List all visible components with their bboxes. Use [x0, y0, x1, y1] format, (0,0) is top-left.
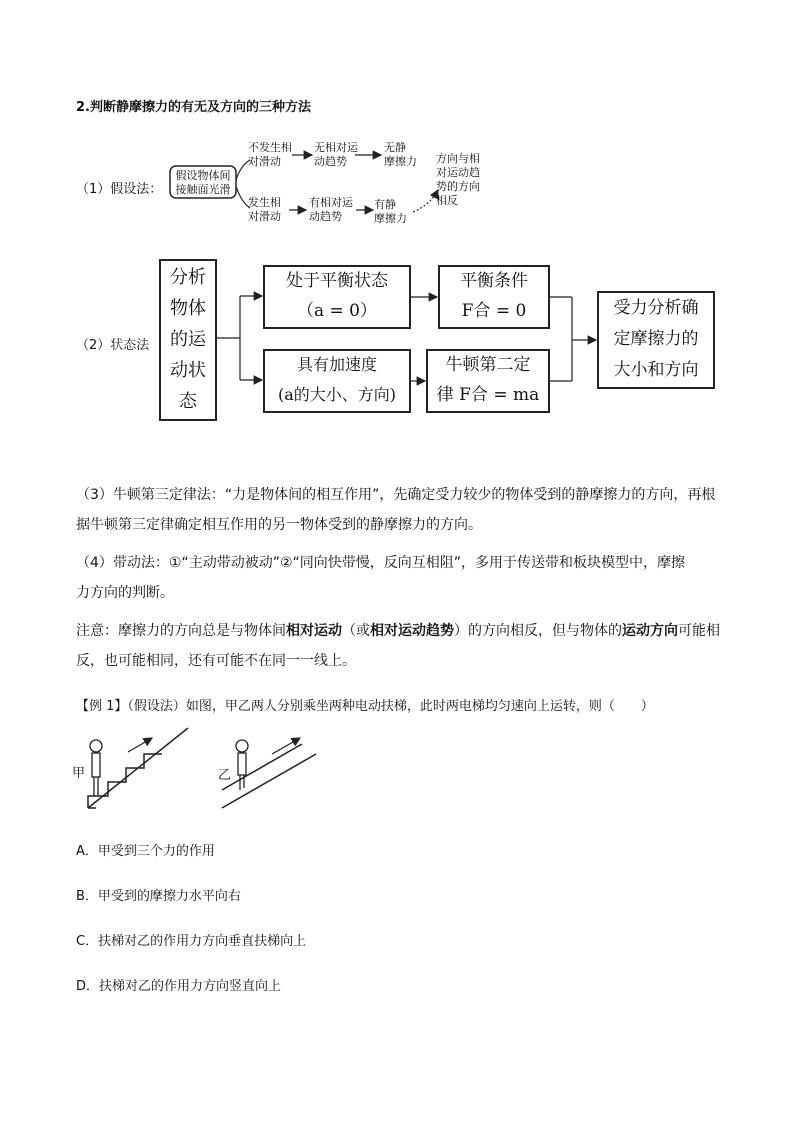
option-d: D．扶梯对乙的作用力方向竖直向上 [76, 979, 282, 994]
note-mid-3: 可能相 [678, 623, 720, 639]
equilibrium-box [264, 266, 410, 326]
method4-line-2: 力方向的判断。 [76, 585, 174, 601]
section-title: 2.判断静摩擦力的有无及方向的三种方法 [76, 100, 311, 115]
newton-second-box [427, 350, 549, 410]
slip-line-2: 对滑动 [248, 210, 281, 223]
newton-line-1: 牛顿第二定 [445, 355, 531, 375]
label-jia: 甲 [72, 766, 86, 781]
no-friction-line-2: 摩擦力 [384, 155, 417, 168]
note-prefix: 注意：摩擦力的方向总是与物体间 [76, 623, 286, 639]
example-question: 【例 1】（假设法）如图，甲乙两人分别乘坐两种电动扶梯，此时两电梯均匀速向上运转，则（ ） [76, 699, 654, 714]
note-mid-2: ）的方向相反，但与物体的 [454, 623, 622, 639]
trend-text [309, 196, 353, 224]
assume-line-2: 接触面光滑 [175, 183, 231, 196]
method3-paragraph [76, 480, 724, 540]
method3-line-2: 据牛顿第三定律确定相互作用的另一物体受到的静摩擦力的方向。 [76, 517, 482, 533]
note-mid-1: （或 [342, 623, 370, 639]
note-bold-motion-direction: 运动方向 [622, 623, 678, 639]
condition-line-1: 平衡条件 [460, 271, 528, 291]
result-line-2: 对运动趋 [436, 166, 480, 179]
equilibrium-condition-box [439, 266, 549, 326]
analyze-line-1: 分析 [170, 267, 206, 288]
method2-label: （2）状态法 [76, 338, 150, 353]
force-line-3: 大小和方向 [613, 360, 699, 380]
force-line-2: 定摩擦力的 [613, 329, 699, 349]
method1-label: （1）假设法： [76, 182, 163, 197]
acceleration-box [264, 350, 410, 410]
equilibrium-line-2: （a = 0） [296, 301, 377, 321]
force-line-1: 受力分析确 [613, 298, 699, 318]
note-bold-relative-trend: 相对运动趋势 [370, 623, 454, 639]
note-paragraph [76, 616, 724, 676]
acceleration-line-2: (a的大小、方向) [277, 385, 397, 404]
no-slip-line-2: 对滑动 [248, 155, 281, 168]
option-a: A．甲受到三个力的作用 [76, 844, 215, 859]
no-friction-line-1: 无静 [384, 141, 406, 154]
direction-result-text [436, 152, 480, 208]
assume-box [172, 169, 234, 197]
trend-line-2: 动趋势 [309, 210, 342, 223]
no-friction-text [384, 141, 417, 169]
no-trend-line-2: 动趋势 [314, 155, 347, 168]
equilibrium-line-1: 处于平衡状态 [286, 271, 388, 291]
no-slip-text [248, 141, 292, 169]
method4-paragraph [76, 548, 724, 608]
analyze-line-5: 态 [179, 391, 197, 412]
newton-line-2: 律 F合 = ma [436, 385, 540, 405]
has-friction-line-2: 摩擦力 [374, 212, 407, 225]
has-friction-text [374, 198, 407, 226]
method4-line-1: （4）带动法：①“主动带动被动”②“同向快带慢，反向互相阻”，多用于传送带和板块模型中，摩擦 [76, 555, 686, 571]
label-yi: 乙 [218, 768, 232, 783]
slip-line-1: 发生相 [248, 196, 281, 209]
trend-line-1: 有相对运 [309, 196, 353, 209]
no-trend-line-1: 无相对运 [314, 141, 358, 154]
slip-text [248, 196, 281, 224]
no-trend-text [314, 141, 358, 169]
result-line-1: 方向与相 [436, 152, 480, 165]
option-b: B．甲受到的摩擦力水平向右 [76, 889, 241, 904]
method3-line-1: （3）牛顿第三定律法：“力是物体间的相互作用”，先确定受力较少的物体受到的静摩擦力的方向，再根 [76, 487, 716, 503]
note-line-1 [76, 616, 724, 646]
escalator-stairs-figure [88, 728, 188, 808]
analyze-line-3: 的运 [170, 329, 206, 350]
condition-line-2: F合 = 0 [461, 301, 527, 321]
acceleration-line-1: 具有加速度 [296, 355, 377, 374]
result-line-4: 相反 [436, 194, 458, 207]
result-line-3: 势的方向 [436, 180, 480, 193]
option-c: C．扶梯对乙的作用力方向垂直扶梯向上 [76, 934, 307, 949]
note-line-2: 反，也可能相同，还有可能不在同一一线上。 [76, 653, 356, 669]
note-bold-relative-motion: 相对运动 [286, 623, 342, 639]
analyze-line-4: 动状 [170, 360, 206, 381]
analyze-motion-box [160, 262, 216, 417]
has-friction-line-1: 有静 [374, 198, 396, 211]
analyze-line-2: 物体 [170, 298, 206, 319]
assume-line-1: 假设物体间 [175, 169, 231, 182]
no-slip-line-1: 不发生相 [248, 141, 292, 154]
force-analysis-box [598, 293, 714, 386]
escalator-slope-figure [222, 738, 316, 808]
